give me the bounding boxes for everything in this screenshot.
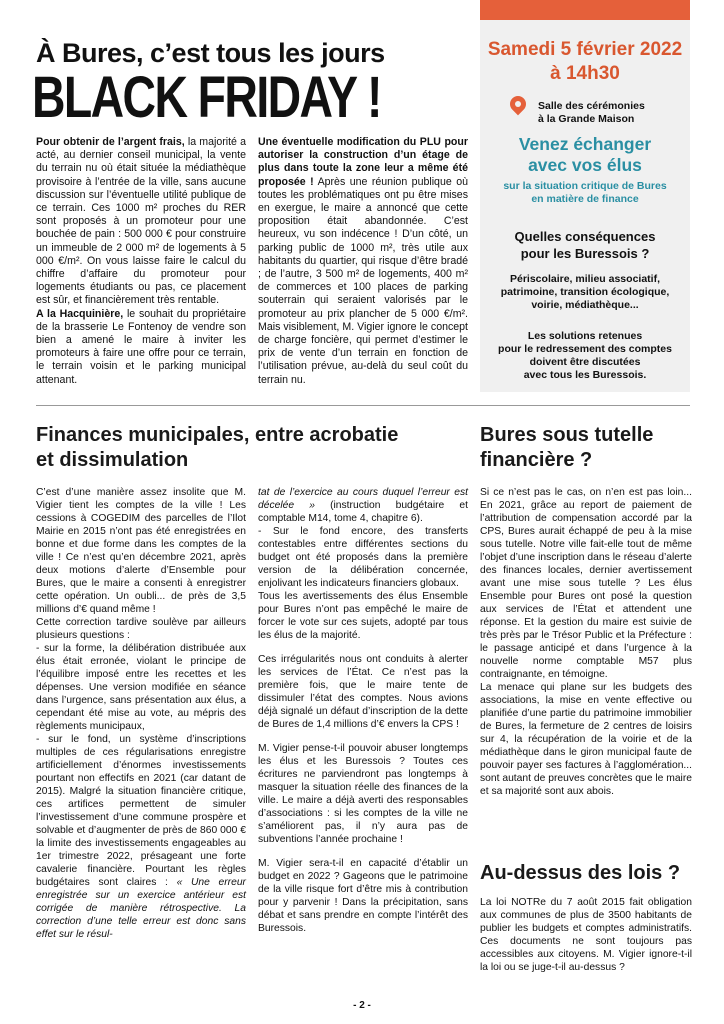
p2-lead: A la Hacquinière, (36, 307, 124, 320)
sidebar-solutions-4: avec tous les Buressois. (523, 369, 647, 381)
finances-column-2 (258, 486, 468, 935)
sidebar-subhead-1: sur la situation critique de Bures (503, 180, 667, 192)
tutelle-title (480, 423, 695, 473)
finances-p3: - sur la forme, la délibération distribuée aux élus était erronée, violant le principe de l’équilibre imposé entre les recettes et les dépenses. Une version modifiée en séance dans l’urgence, sans présentation aux élus, a cependant été mise au vote, au mépris des règlements municipaux, (36, 643, 246, 732)
headline-line-1: À Bures, c’est tous les jours (36, 38, 385, 68)
sidebar-solutions-1: Les solutions retenues (527, 330, 643, 342)
event-date: Samedi 5 février 2022 (487, 39, 683, 60)
page-number: - 2 - (353, 1000, 371, 1011)
finances-citation: (instruction budgétaire et comptable M14, tome 4, chapitre 6). (258, 500, 468, 524)
finances-p1: C’est d’une manière assez insolite que M. Vigier tient les comptes de la ville ! Les cessions à COGEDIM des parcelles de l’Ilot Mairie en 2015 n’ont pas été enregistrées en bonne et due forme dans les comptes de la ville ! Ce n’est qu’en décembre 2021, après deux motions d’alerte d’Ensemble pour Bures, que le maire a consenti à enregistrer cette opération. Un oubli... de près de 3,5 millions d’€ quand même ! (36, 487, 246, 615)
finances-p2: Cette correction tardive soulève par ailleurs plusieurs questions : (36, 617, 246, 641)
event-date-block (480, 38, 690, 86)
finances-p9: M. Vigier sera-t-il en capacité d’établir un budget en 2022 ? Gageons que le patrimoine de la ville risque fort d’être mis à contribution pour y parvenir ! Dans la précipitation, sans débat et sans prendre en compte l’intérêt des Buressois. (258, 858, 468, 934)
event-time: à 14h30 (550, 63, 620, 84)
p2-text: le souhait du propriétaire de la brasserie Le Fontenoy de vendre son bien a amené le maire à inviter les promoteurs à faire une offre pour ce terrain, le terrain voisin et le parking municipal attenant. (36, 307, 246, 386)
sidebar-topics (480, 273, 690, 312)
sidebar-headline (480, 134, 690, 176)
finances-p7: Ces irrégularités nous ont conduits à alerter les services de l’État. Ce n’est pas la première fois, que le maire tente de dissimuler l’état des comptes. Nous avions déjà signalé un défaut d’inscription de la dette de Bures de 1,4 millions d’€ envers la CPS ! (258, 654, 468, 730)
venue-line-1: Salle des cérémonies (538, 100, 645, 112)
tutelle-column (480, 486, 692, 798)
finances-p8: M. Vigier pense-t-il pouvoir abuser longtemps les élus et les Buressois ? Toutes ces écritures ne parviendront pas longtemps à masquer la situation réelle des finances de la ville. Le maire a déjà averti des responsables d’associations : si les comptes de la ville ne s’améliorent pas, il n’y aura pas de subventions l’année prochaine ! (258, 743, 468, 845)
top-column-1 (36, 136, 246, 387)
venue-line-2: à la Grande Maison (538, 113, 635, 125)
lois-title: Au-dessus des lois ? (480, 862, 681, 884)
finances-p5: - Sur le fond encore, des transferts contestables entre différentes sections du budget ont été proposés dans la première version de la délibération concernée, enjolivant les indicateurs financiers globaux. (258, 526, 468, 589)
tutelle-p1: Si ce n’est pas le cas, on n’en est pas loin... En 2021, grâce au report de paiement de l’attribution de compensation accordé par la CPS, Bures aurait échappé de peu à la mise sous tutelle. Notre ville fait-elle tout de même l’objet d’une inscription dans le réseau d’alerte des finances locales, dernier avertissement avant une mise sous tutelle ? Les élus Ensemble pour Bures ont posé la question aux services de l’État et attendent une réponse. Et la gestion du maire est suivie de très près par le Trésor Public et la Préfecture : le passage anticipé et dans l’urgence à la nouvelle norme comptable M57 plus contraignante, en témoigne. (480, 487, 692, 680)
top-column-2 (258, 136, 468, 387)
p1-text: la majorité a acté, au dernier conseil municipal, la vente du terrain nu où était située la médiathèque provisoire à l’entrée de la ville, sans aucune discussion sur l’éventuelle utilité publique de ce terrain. Ces 1000 m² proches du RER sont proposés à un promoteur pour une bouchée de pain : 500 000 € pour construire un immeuble de 2 000 m² de logements à 5 000 €/m². On vous laisse faire le calcul du chiffre d’affaire du promoteur pour logements étudiants ou pas, ce placement est sûr, et financièrement très rentable. (36, 136, 246, 307)
sidebar-headline-2: avec vos élus (528, 155, 642, 175)
finances-column-1 (36, 486, 246, 941)
tutelle-p2: La menace qui plane sur les budgets des associations, la mise en vente effective ou planifiée d’une partie du patrimoine immobilier de Bures, la fermeture de 2 centres de loisirs sur 4, la récupération de la voirie et de la médiathèque dans le giron municipal faute de pouvoir payer ses factures à l’agglomération... sont autant de preuves concrètes que le maire et sa majorité sont aux abois. (480, 682, 692, 797)
finances-title-2: et dissimulation (36, 449, 189, 471)
p1-lead: Pour obtenir de l’argent frais, (36, 136, 185, 148)
event-venue (538, 100, 645, 126)
location-pin-icon (507, 93, 530, 116)
finances-quote-end: tat de l’exercice au cours duquel l’erreur est décelée » (258, 487, 468, 511)
sidebar-subhead (480, 180, 690, 206)
section-divider (36, 405, 690, 406)
finances-title (36, 423, 466, 473)
lois-p1: La loi NOTRe du 7 août 2015 fait obligation aux communes de plus de 3500 habitants de publier les budgets et comptes administratifs. Ces documents ne sont toujours pas accessibles aux citoyens. M. Vigier ignore-t-il la loi ou se juge-t-il au-dessus ? (480, 897, 692, 973)
finances-title-1: Finances municipales, entre acrobatie (36, 424, 399, 446)
finances-quote-start: « Une erreur enregistrée sur un exercice antérieur est corrigée de manière rétrospective. La correction d’une telle erreur est donc sans effet sur le résul- (36, 877, 246, 940)
headline-black-friday: BLACK FRIDAY ! (32, 65, 381, 130)
sidebar-solutions-2: pour le redressement des comptes (498, 343, 672, 355)
sidebar-headline-1: Venez échanger (518, 134, 652, 154)
sidebar-accent-bar (480, 0, 690, 20)
finances-p4: - sur le fond, un système d’inscriptions multiples de ces régularisations enregistre artificiellement d’énormes investissements pourtant non effectifs en 2021 (car datant de 2015). Malgré la situation financière critique, ces artifices permettent de simuler l’investissement d’une commune prospère et solvable et d’augmenter de près de 860 000 € la limite des investissements engageables au 1er trimestre 2022, présageant une forte cavalerie financière. Pourtant les règles budgétaires sont claires : (36, 734, 246, 888)
sidebar-question-2: pour les Buressois ? (520, 246, 650, 261)
p3-text: Après une réunion publique où toutes les problématiques ont pu être mises en exergue, le maire a annoncé que cette proposition était abandonnée. C’est heureux, vu son indécence ! D’un côté, un parking public de 1000 m², très utile aux habitants du quartier, qui risque d’être bradé ; de l’autre, 3 500 m² de logements, 400 m² de commerces et 100 places de parking souterrain qui seraient valorisés par le promoteur au prix plancher de 5 000 €/m². Mais visiblement, M. Vigier ignore le concept de charge foncière, qui permet d’estimer le prix de vente d’un terrain en fonction de l’utilisation prévue, au-delà du seul coût du terrain nu. (258, 175, 468, 386)
sidebar-solutions-3: doivent être discutées (529, 356, 641, 368)
tutelle-title-1: Bures sous tutelle (480, 424, 654, 446)
sidebar-solutions (480, 330, 690, 382)
sidebar-topics-3: voirie, médiathèque... (531, 299, 639, 311)
finances-p6: Tous les avertissements des élus Ensemble pour Bures n’ont pas empêché le maire de forcer le vote sur ces sujets, adopté par tous les élus de la majorité. (258, 591, 468, 641)
sidebar-question (480, 228, 690, 262)
sidebar-topics-1: Périscolaire, milieu associatif, (510, 273, 660, 285)
tutelle-title-2: financière ? (480, 449, 593, 471)
event-sidebar (480, 0, 690, 392)
sidebar-topics-2: patrimoine, transition écologique, (500, 286, 670, 298)
sidebar-question-1: Quelles conséquences (514, 229, 656, 244)
p3-lead: Une éventuelle modification du PLU pour autoriser la construction d’un étage de plus dans toute la zone leur a même été proposée ! (258, 136, 468, 188)
sidebar-subhead-2: en matière de finance (531, 193, 639, 205)
lois-column (480, 896, 692, 974)
